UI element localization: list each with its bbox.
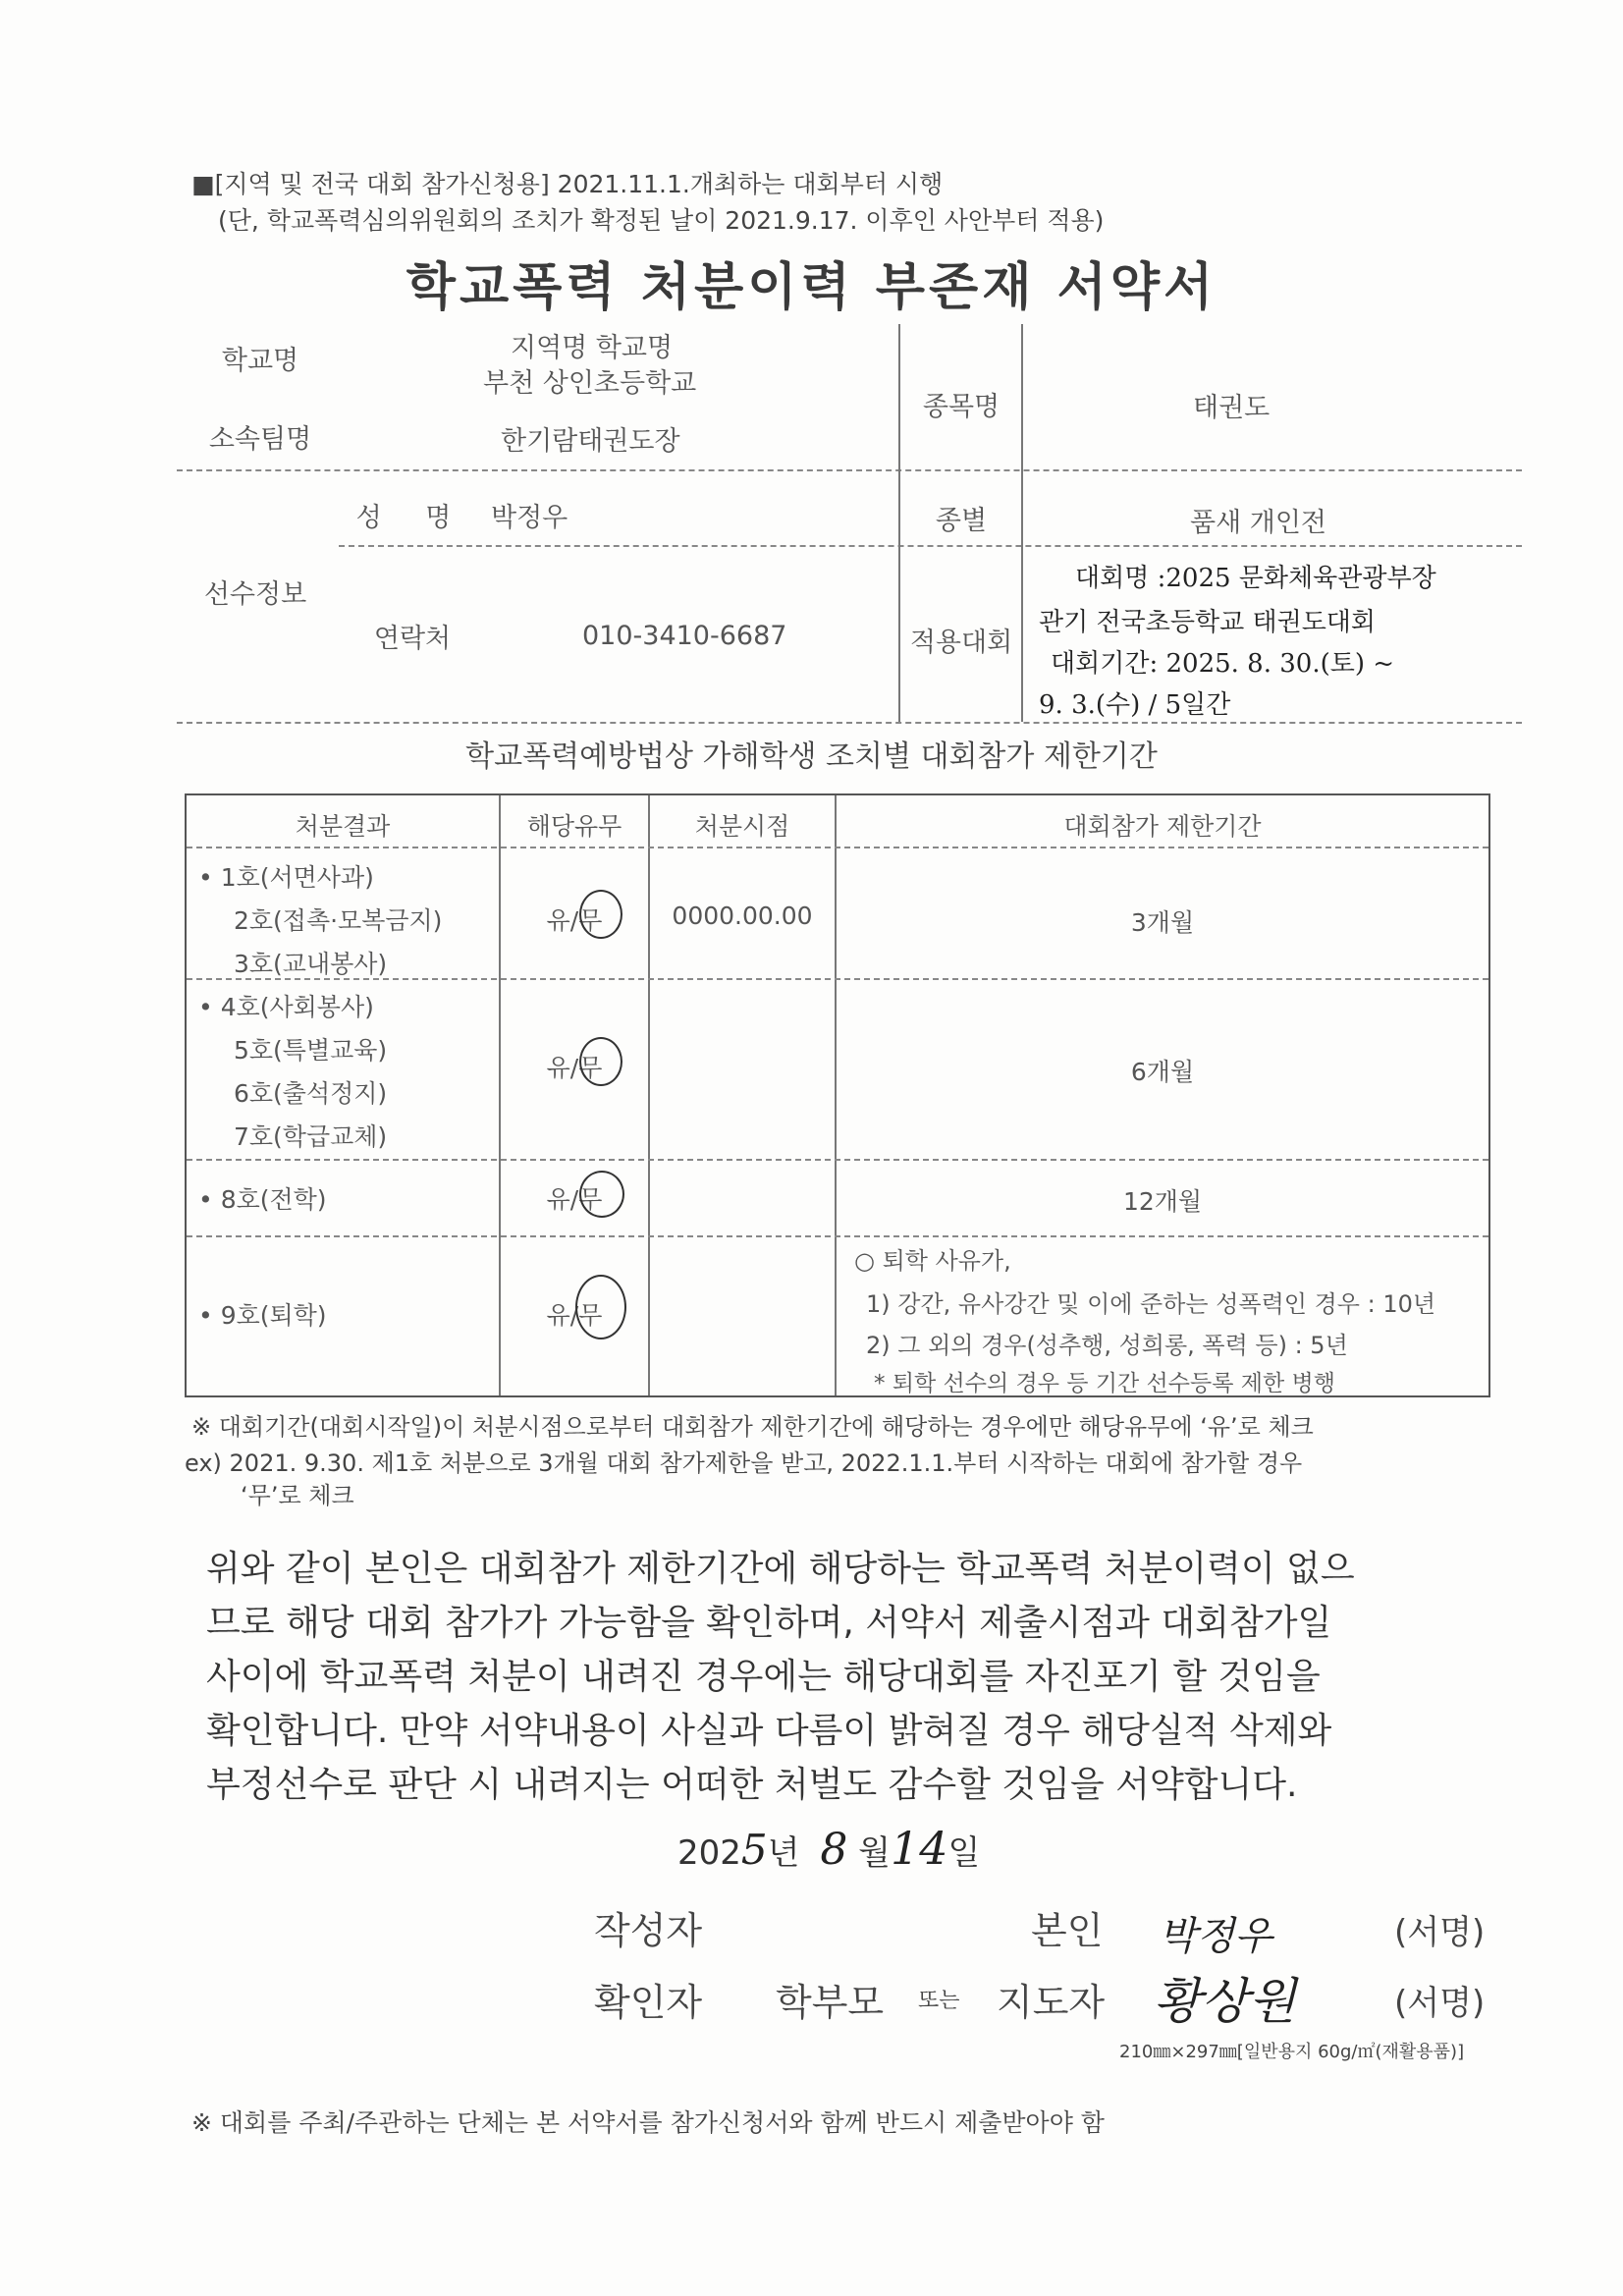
row3-period: 12개월 — [1122, 1187, 1203, 1216]
row2-item4: 7호(학급교체) — [234, 1122, 388, 1151]
section-title: 학교폭력예방법상 가해학생 조치별 대회참가 제한기간 — [465, 739, 1158, 774]
row4-check: 유/무 — [546, 1301, 603, 1330]
table-hline-header — [187, 847, 1488, 848]
coach-label: 지도자 — [997, 1981, 1106, 2024]
team-label: 소속팀명 — [208, 424, 312, 455]
header-date: 처분시점 — [694, 812, 790, 841]
note-2: ex) 2021. 9.30. 제1호 처분으로 3개월 대회 참가제한을 받고, 2022.1.1.부터 시작하는 대회에 참가할 경우 — [185, 1449, 1303, 1477]
confirmer-label: 확인자 — [594, 1981, 703, 2024]
applied-line4: 9. 3.(수) / 5일간 — [1039, 690, 1231, 720]
school-value-line2: 부천 상인초등학교 — [483, 368, 697, 399]
note-1: ※ 대회기간(대회시작일)이 처분시점으로부터 대회참가 제한기간에 해당하는 경우에만 해당유무에 ‘유’로 체크 — [191, 1413, 1314, 1441]
applied-label: 적용대회 — [909, 628, 1013, 658]
row3-check-circle — [579, 1171, 624, 1218]
event-value: 태권도 — [1193, 393, 1271, 423]
applied-line2: 관기 전국초등학교 태권도대회 — [1039, 608, 1377, 637]
date-month-hand: 8 — [820, 1825, 848, 1875]
self-label: 본인 — [1031, 1909, 1104, 1952]
info-vline-1 — [898, 324, 900, 722]
row4-period-line3: 2) 그 외의 경우(성추행, 성희롱, 폭력 등) : 5년 — [866, 1332, 1348, 1359]
coach-signature: 황상원 — [1154, 1973, 1296, 2030]
writer-label: 작성자 — [594, 1909, 703, 1952]
row1-item3: 3호(교내봉사) — [234, 950, 388, 978]
row2-period: 6개월 — [1130, 1058, 1195, 1086]
pledge-date — [677, 1822, 980, 1875]
self-signature: 박정우 — [1159, 1914, 1272, 1959]
team-value: 한기람태권도장 — [501, 426, 680, 457]
info-divider-2 — [339, 545, 1522, 547]
or-label: 또는 — [918, 1989, 960, 2013]
category-value: 품새 개인전 — [1190, 508, 1326, 538]
school-label: 학교명 — [221, 346, 299, 376]
info-vline-2 — [1021, 324, 1023, 722]
name-label: 성 명 — [355, 503, 469, 533]
date-day-label: 일 — [947, 1833, 981, 1873]
player-info-label: 선수정보 — [203, 579, 307, 610]
self-sign-label: (서명) — [1394, 1913, 1486, 1952]
event-label: 종목명 — [922, 392, 1001, 422]
date-year-prefix: 202 — [677, 1833, 741, 1873]
table-hline-3 — [187, 1235, 1488, 1237]
row1-period: 3개월 — [1130, 908, 1195, 937]
pledge-line-4: 확인합니다. 만약 서약내용이 사실과 다름이 밝혀질 경우 해당실적 삭제와 — [206, 1711, 1332, 1751]
row3-check: 유/무 — [546, 1185, 603, 1214]
row2-item1: • 4호(사회봉사) — [198, 993, 374, 1021]
school-value-line1: 지역명 학교명 — [511, 333, 674, 363]
category-label: 종별 — [935, 506, 988, 536]
page-title: 학교폭력 처분이력 부존재 서약서 — [406, 258, 1217, 317]
header-notice-1: ■[지역 및 전국 대회 참가신청용] 2021.11.1.개최하는 대회부터 시행 — [191, 170, 944, 198]
name-value: 박정우 — [491, 503, 568, 533]
note-3: ‘무’로 체크 — [241, 1482, 354, 1509]
pledge-line-3: 사이에 학교폭력 처분이 내려진 경우에는 해당대회를 자진포기 할 것임을 — [206, 1657, 1321, 1697]
row4-period-line4: * 퇴학 선수의 경우 등 기간 선수등록 제한 병행 — [874, 1371, 1335, 1396]
applied-line3: 대회기간: 2025. 8. 30.(토) ~ — [1051, 649, 1395, 679]
footer-note: ※ 대회를 주최/주관하는 단체는 본 서약서를 참가신청서와 함께 반드시 제출받아야 함 — [191, 2108, 1105, 2137]
coach-sign-label: (서명) — [1394, 1984, 1486, 2023]
parent-label: 학부모 — [776, 1981, 885, 2024]
row1-check-circle — [579, 890, 622, 939]
date-day-hand: 14 — [890, 1822, 948, 1875]
header-result: 처분결과 — [295, 812, 391, 841]
row1-item2: 2호(접촉·모복금지) — [234, 906, 443, 935]
row4-period-line2: 1) 강간, 유사강간 및 이에 준하는 성폭력인 경우 : 10년 — [866, 1290, 1436, 1318]
row2-check-circle — [579, 1037, 622, 1086]
header-period: 대회참가 제한기간 — [1063, 812, 1262, 841]
row4-period-line1: ○ 퇴학 사유가, — [854, 1247, 1011, 1275]
row2-item3: 6호(출석정지) — [234, 1079, 388, 1108]
row2-item2: 5호(특별교육) — [234, 1036, 388, 1065]
restriction-table — [185, 793, 1490, 1397]
pledge-line-1: 위와 같이 본인은 대회참가 제한기간에 해당하는 학교폭력 처분이력이 없으 — [206, 1549, 1355, 1589]
row1-check: 유/무 — [546, 906, 603, 935]
row1-date: 0000.00.00 — [672, 902, 813, 930]
contact-label: 연락처 — [373, 624, 452, 654]
date-year-label: 년 — [767, 1833, 800, 1873]
table-hline-2 — [187, 1159, 1488, 1161]
pledge-line-2: 므로 해당 대회 참가가 가능함을 확인하며, 서약서 제출시점과 대회참가일 — [206, 1603, 1332, 1643]
row4-item1: • 9호(퇴학) — [198, 1301, 327, 1330]
row4-check-circle — [575, 1275, 626, 1339]
row3-item1: • 8호(전학) — [198, 1185, 327, 1214]
date-year-hand: 5 — [740, 1826, 768, 1874]
paper-spec: 210㎜×297㎜[일반용지 60g/㎡(재활용품)] — [1119, 2042, 1465, 2062]
pledge-line-5: 부정선수로 판단 시 내려지는 어떠한 처벌도 감수할 것임을 서약합니다. — [206, 1765, 1298, 1805]
info-divider-3 — [177, 722, 1522, 724]
header-notice-2: (단, 학교폭력심의위원회의 조치가 확정된 날이 2021.9.17. 이후인 사안부터 적용) — [218, 206, 1105, 235]
applied-line1: 대회명 :2025 문화체육관광부장 — [1075, 564, 1436, 593]
row2-check: 유/무 — [546, 1054, 603, 1082]
table-vline-2 — [648, 795, 650, 1395]
date-month-label: 월 — [858, 1833, 891, 1873]
header-applicable: 해당유무 — [526, 812, 622, 841]
row1-item1: • 1호(서면사과) — [198, 863, 374, 892]
table-vline-3 — [835, 795, 837, 1395]
info-divider-1 — [177, 469, 1522, 471]
contact-value: 010-3410-6687 — [582, 621, 787, 651]
